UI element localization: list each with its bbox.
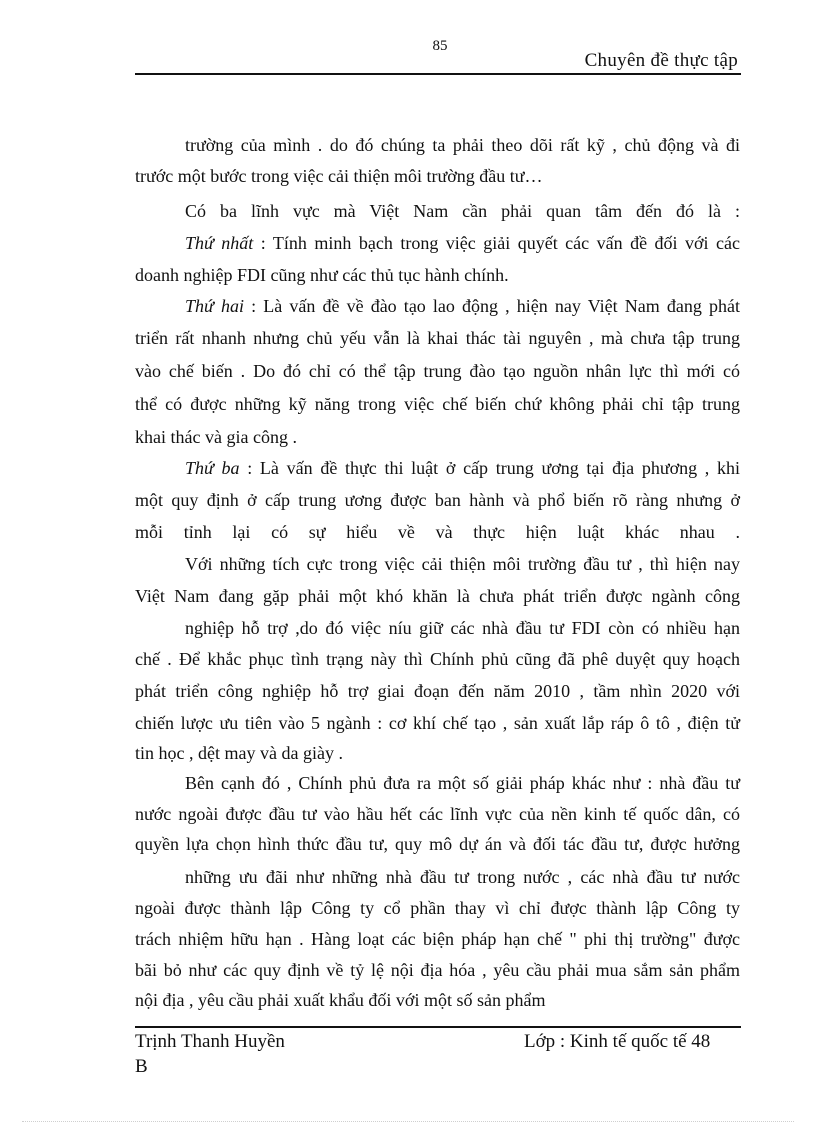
page-edge-divider [22, 1121, 794, 1122]
text-line: Việt Nam đang gặp phải một khó khăn là chưa phát triển được ngành công [135, 586, 740, 606]
text-line: doanh nghiệp FDI cũng như các thủ tục hành chính. [135, 265, 509, 285]
header-title: Chuyên đề thực tập [584, 50, 738, 71]
text-line: tin học , dệt may và da giày . [135, 743, 343, 763]
text-line: nước ngoài được đầu tư vào hầu hết các lĩnh vực của nền kinh tế quốc dân, có [135, 804, 740, 824]
text-line [185, 232, 740, 254]
italic-term: Thứ nhất [185, 233, 254, 253]
text-line: chiến lược ưu tiên vào 5 ngành : cơ khí chế tạo , sản xuất lắp ráp ô tô , điện tử [135, 713, 740, 733]
footer-rule [135, 1026, 741, 1028]
footer-class: Lớp : Kinh tế quốc tế 48 [524, 1031, 711, 1052]
text-line: bãi bỏ như các quy định về tỷ lệ nội địa hóa , yêu cầu phải mua sắm sản phẩm [135, 960, 740, 980]
italic-term: Thứ ba [185, 458, 240, 478]
text-line: Bên cạnh đó , Chính phủ đưa ra một số giải pháp khác như : nhà đầu tư [185, 773, 740, 793]
text-line: khai thác và gia công . [135, 427, 297, 447]
footer-author-suffix: B [135, 1056, 148, 1077]
text-line: nghiệp hỗ trợ ,do đó việc níu giữ các nhà đầu tư FDI còn có nhiều hạn [185, 618, 740, 638]
text-line: mỗi tỉnh lại có sự hiểu về và thực hiện luật khác nhau . [135, 522, 740, 542]
text-line: phát triển công nghiệp hỗ trợ giai đoạn đến năm 2010 , tầm nhìn 2020 với [135, 681, 740, 701]
text-line: Có ba lĩnh vực mà Việt Nam cần phải quan tâm đến đó là : [185, 201, 740, 221]
text-span: : Tính minh bạch trong việc giải quyết các vấn đề đối với các [253, 233, 740, 253]
text-line: những ưu đãi như những nhà đầu tư trong nước , các nhà đầu tư nước [185, 867, 740, 887]
text-line: trước một bước trong việc cải thiện môi trường đầu tư… [135, 166, 543, 186]
italic-term: Thứ hai [185, 296, 244, 316]
text-line: trách nhiệm hữu hạn . Hàng loạt các biện pháp hạn chế " phi thị trường" được [135, 929, 740, 949]
footer-author: Trịnh Thanh Huyền [135, 1031, 285, 1052]
text-line: một quy định ở cấp trung ương được ban hành và phổ biến rõ ràng nhưng ở [135, 490, 740, 510]
text-line: vào chế biến . Do đó chỉ có thể tập trung đào tạo nguồn nhân lực thì mới có [135, 361, 740, 381]
text-line [185, 457, 740, 479]
text-line: nội địa , yêu cầu phải xuất khẩu đối với một số sản phẩm [135, 990, 546, 1010]
text-span: : Là vấn đề thực thi luật ở cấp trung ương tại địa phương , khi [239, 458, 740, 478]
text-line: quyền lựa chọn hình thức đầu tư, quy mô dự án và đối tác đầu tư, được hưởng [135, 834, 740, 854]
page-number: 85 [432, 38, 448, 54]
text-span: : Là vấn đề về đào tạo lao động , hiện nay Việt Nam đang phát [243, 296, 740, 316]
text-line [185, 295, 740, 317]
text-line: thể có được những kỹ năng trong việc chế biến chứ không phải chỉ tập trung [135, 394, 740, 414]
text-line: Với những tích cực trong việc cải thiện môi trường đầu tư , thì hiện nay [185, 554, 740, 574]
text-line: trường của mình . do đó chúng ta phải theo dõi rất kỹ , chủ động và đi [185, 135, 740, 155]
text-line: chế . Để khắc phục tình trạng này thì Chính phủ cũng đã phê duyệt quy hoạch [135, 649, 740, 669]
header-rule [135, 73, 741, 75]
text-line: triển rất nhanh nhưng chủ yếu vẫn là khai thác tài nguyên , mà chưa tập trung [135, 328, 740, 348]
text-line: ngoài được thành lập Công ty cổ phần thay vì chỉ được thành lập Công ty [135, 898, 740, 918]
